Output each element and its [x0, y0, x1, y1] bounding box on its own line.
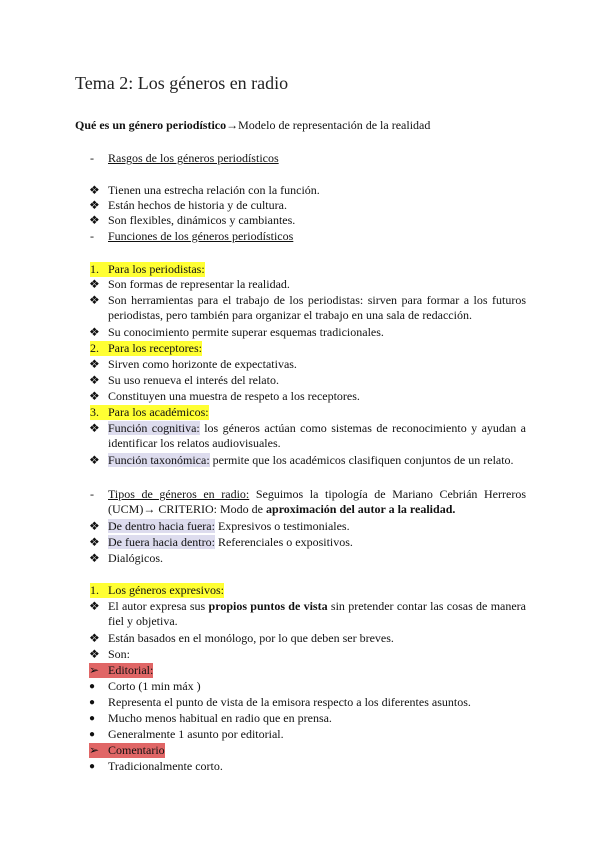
number-marker: 1. — [90, 583, 108, 598]
list-item: Están basados en el monólogo, por lo que deben ser breves. — [108, 631, 394, 645]
diamond-bullet-icon: ❖ — [89, 421, 100, 435]
list-item: Son flexibles, dinámicos y cambiantes. — [108, 213, 296, 227]
tipos-paragraph — [108, 487, 526, 517]
list-item: Su conocimiento permite superar esquemas tradicionales. — [108, 325, 384, 339]
cognitiva-label: Función cognitiva: — [108, 421, 200, 435]
periodistas-label: Para los periodistas: — [108, 262, 205, 276]
diamond-bullet-icon: ❖ — [89, 535, 100, 549]
list-item: Están hechos de historia y de cultura. — [108, 198, 287, 212]
editorial-label: Editorial: — [108, 663, 154, 677]
diamond-bullet-icon: ❖ — [89, 198, 100, 212]
diamond-bullet-icon: ❖ — [89, 599, 100, 613]
diamond-bullet-icon: ❖ — [89, 519, 100, 533]
diamond-bullet-icon: ❖ — [89, 325, 100, 339]
list-item — [108, 599, 526, 629]
diamond-bullet-icon: ❖ — [89, 373, 100, 387]
fuera-label: De fuera hacia dentro: — [108, 535, 215, 549]
diamond-bullet-icon: ❖ — [89, 453, 100, 467]
list-item: Son herramientas para el trabajo de los periodistas: sirven para formar a los futuros periodistas, pero también para organizar el trabajo en una sala de redacción. — [108, 293, 526, 322]
tipos-heading: Tipos de géneros en radio: — [108, 487, 250, 501]
list-item — [108, 453, 514, 468]
arrow-glyph: → — [143, 502, 156, 516]
diamond-bullet-icon: ❖ — [89, 213, 100, 227]
list-item: Dialógicos. — [108, 551, 163, 565]
diamond-bullet-icon: ❖ — [89, 293, 100, 307]
list-item — [108, 421, 526, 451]
diamond-bullet-icon: ❖ — [89, 357, 100, 371]
dentro-text: Expresivos o testimoniales. — [214, 519, 350, 533]
item-text: El autor expresa sus — [108, 599, 209, 613]
item-text: sin pretender contar las cosas de manera fiel y objetiva. — [108, 599, 526, 628]
definition-line — [75, 118, 430, 133]
receptores-label: Para los receptores: — [108, 341, 202, 355]
dash-marker: - — [90, 229, 94, 243]
number-marker: 1. — [90, 262, 108, 277]
list-item: Corto (1 min máx ) — [108, 679, 201, 693]
list-item — [108, 519, 350, 534]
list-item: Constituyen una muestra de respeto a los receptores. — [108, 389, 360, 403]
round-bullet-icon: ● — [89, 681, 96, 692]
list-item: Son formas de representar la realidad. — [108, 277, 290, 291]
criterio-bold: aproximación del autor a la realidad. — [266, 502, 456, 516]
list-item: Tienen una estrecha relación con la función. — [108, 183, 320, 197]
dash-marker: - — [90, 151, 94, 165]
round-bullet-icon: ● — [89, 729, 96, 740]
list-item: Mucho menos habitual en radio que en prensa. — [108, 711, 332, 725]
rasgos-heading: Rasgos de los géneros periodísticos — [108, 151, 279, 165]
arrowhead-icon: ➢ — [89, 663, 108, 678]
diamond-bullet-icon: ❖ — [89, 631, 100, 645]
list-item: Su uso renueva el interés del relato. — [108, 373, 279, 387]
dentro-label: De dentro hacia fuera: — [108, 519, 215, 533]
round-bullet-icon: ● — [89, 697, 96, 708]
expresivos-label: Los géneros expresivos: — [108, 583, 224, 597]
list-item: Representa el punto de vista de la emisora respecto a los diferentes asuntos. — [108, 695, 471, 709]
comentario-label: Comentario — [108, 743, 165, 757]
diamond-bullet-icon: ❖ — [89, 277, 100, 291]
document-title: Tema 2: Los géneros en radio — [75, 73, 289, 93]
arrow-glyph: → — [226, 118, 239, 132]
dash-marker: - — [90, 487, 94, 501]
taxonomica-text: permite que los académicos clasifiquen conjuntos de un relato. — [209, 453, 514, 467]
round-bullet-icon: ● — [89, 761, 96, 772]
diamond-bullet-icon: ❖ — [89, 647, 100, 661]
number-marker: 3. — [90, 405, 108, 420]
number-marker: 2. — [90, 341, 108, 356]
academicos-label: Para los académicos: — [108, 405, 209, 419]
fuera-text: Referenciales o expositivos. — [214, 535, 353, 549]
list-item — [108, 535, 353, 550]
list-item: Tradicionalmente corto. — [108, 759, 223, 773]
list-item: Generalmente 1 asunto por editorial. — [108, 727, 284, 741]
taxonomica-label: Función taxonómica: — [108, 453, 210, 467]
criterio-text: CRITERIO: Modo de — [155, 502, 267, 516]
funciones-heading: Funciones de los géneros periodísticos — [108, 229, 294, 243]
tipos-intro: Seguimos la tipología de Mariano Cebrián Herreros (UCM) — [108, 487, 526, 516]
list-item: Sirven como horizonte de expectativas. — [108, 357, 297, 371]
diamond-bullet-icon: ❖ — [89, 389, 100, 403]
round-bullet-icon: ● — [89, 713, 96, 724]
item-bold: propios puntos de vista — [208, 599, 328, 613]
diamond-bullet-icon: ❖ — [89, 183, 100, 197]
cognitiva-text: los géneros actúan como sistemas de reconocimiento y ayudan a identificar los relatos audiovisuales. — [108, 421, 526, 450]
definition-text: Modelo de representación de la realidad — [238, 118, 431, 132]
definition-term: Qué es un género periodístico — [75, 118, 227, 132]
list-item: Son: — [108, 647, 131, 661]
diamond-bullet-icon: ❖ — [89, 551, 100, 565]
arrowhead-icon: ➢ — [89, 743, 108, 758]
